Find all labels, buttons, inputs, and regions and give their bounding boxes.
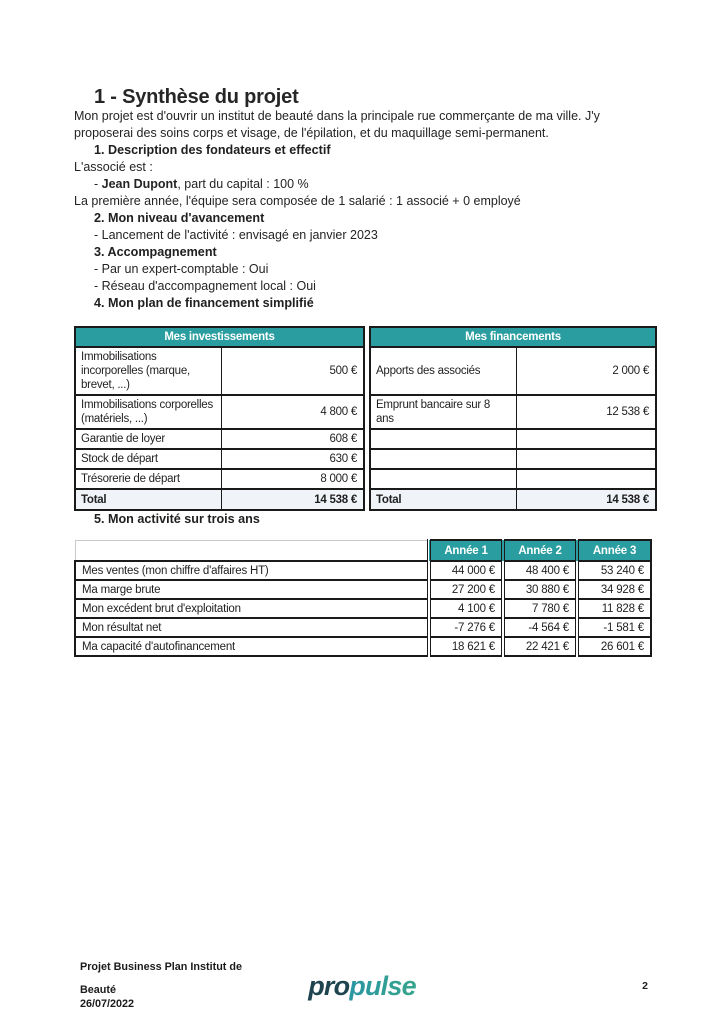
financing-label xyxy=(370,429,516,449)
accountant-bullet: - Par un expert-comptable : Oui xyxy=(94,262,269,276)
table-row xyxy=(370,395,656,429)
financing-label: Apports des associés xyxy=(370,347,516,395)
total-label: Total xyxy=(370,489,516,510)
investment-label: Immobilisations corporelles (matériels, ...) xyxy=(75,395,221,429)
activity-value-y1: 4 100 € xyxy=(429,599,503,618)
section-2-heading: 2. Mon niveau d'avancement xyxy=(94,211,265,225)
table-row xyxy=(75,395,364,429)
table-row xyxy=(75,618,651,637)
investment-value: 608 € xyxy=(221,429,364,449)
table-row xyxy=(75,637,651,656)
activity-blank-header xyxy=(75,540,429,561)
financing-value xyxy=(516,469,656,489)
page-title: 1 - Synthèse du projet xyxy=(94,86,299,108)
footer-date: 26/07/2022 xyxy=(80,998,135,1011)
investment-label: Trésorerie de départ xyxy=(75,469,221,489)
total-label: Total xyxy=(75,489,221,510)
page-number: 2 xyxy=(642,979,648,992)
year-header-annee-2: Année 2 xyxy=(503,540,577,561)
investment-value: 630 € xyxy=(221,449,364,469)
table-row xyxy=(370,429,656,449)
financements-header: Mes financements xyxy=(370,327,656,347)
activity-label: Mon résultat net xyxy=(75,618,429,637)
activity-table xyxy=(74,539,652,657)
financements-total-row xyxy=(370,489,656,510)
financing-label xyxy=(370,469,516,489)
activity-value-y2: 30 880 € xyxy=(503,580,577,599)
activity-value-y3: 11 828 € xyxy=(577,599,651,618)
activity-value-y3: 34 928 € xyxy=(577,580,651,599)
table-row xyxy=(75,599,651,618)
year-header-annee-3: Année 3 xyxy=(577,540,651,561)
partner-bullet-prefix: - xyxy=(94,177,102,191)
team-composition-line: La première année, l'équipe sera composée de 1 salarié : 1 associé + 0 employé xyxy=(74,194,521,208)
investment-label: Garantie de loyer xyxy=(75,429,221,449)
investments-total-row xyxy=(75,489,364,510)
local-network-bullet: - Réseau d'accompagnement local : Oui xyxy=(94,279,316,293)
activity-value-y2: -4 564 € xyxy=(503,618,577,637)
financements-table xyxy=(369,326,657,511)
activity-value-y1: -7 276 € xyxy=(429,618,503,637)
financing-label: Emprunt bancaire sur 8 ans xyxy=(370,395,516,429)
investment-label: Stock de départ xyxy=(75,449,221,469)
logo-text-pulse: pulse xyxy=(349,970,416,1001)
section-1-heading: 1. Description des fondateurs et effectif xyxy=(94,143,331,157)
page-footer xyxy=(74,960,650,1014)
total-value: 14 538 € xyxy=(516,489,656,510)
project-title-line2: Beauté xyxy=(80,983,117,996)
investments-table xyxy=(74,326,365,511)
activity-value-y3: -1 581 € xyxy=(577,618,651,637)
partner-bullet-rest: , part du capital : 100 % xyxy=(177,177,309,191)
activity-value-y1: 27 200 € xyxy=(429,580,503,599)
table-row xyxy=(370,449,656,469)
activity-value-y2: 22 421 € xyxy=(503,637,577,656)
footer-project-info xyxy=(80,960,242,1012)
table-row xyxy=(75,449,364,469)
table-row xyxy=(75,561,651,580)
activity-label: Ma capacité d'autofinancement xyxy=(75,637,429,656)
activity-value-y3: 53 240 € xyxy=(577,561,651,580)
section-5-heading: 5. Mon activité sur trois ans xyxy=(94,512,260,526)
launch-date-bullet: - Lancement de l'activité : envisagé en janvier 2023 xyxy=(94,228,378,242)
financing-value xyxy=(516,449,656,469)
investment-label: Immobilisations incorporelles (marque, brevet, ...) xyxy=(75,347,221,395)
total-value: 14 538 € xyxy=(221,489,364,510)
activity-label: Mes ventes (mon chiffre d'affaires HT) xyxy=(75,561,429,580)
activity-value-y1: 44 000 € xyxy=(429,561,503,580)
activity-header-row xyxy=(75,540,651,561)
partner-name: Jean Dupont xyxy=(101,177,178,191)
section-3-heading: 3. Accompagnement xyxy=(94,245,217,259)
investment-value: 4 800 € xyxy=(221,395,364,429)
propulse-logo xyxy=(308,971,416,1002)
investment-value: 8 000 € xyxy=(221,469,364,489)
intro-paragraph: Mon projet est d'ouvrir un institut de beauté dans la principale rue commerçante de ma ville. J'y proposerai des soins corps et visage, de l'épilation, et du maquillage semi-permanent. xyxy=(74,109,600,140)
activity-label: Mon excédent brut d'exploitation xyxy=(75,599,429,618)
financing-label xyxy=(370,449,516,469)
financing-value: 12 538 € xyxy=(516,395,656,429)
financing-value xyxy=(516,429,656,449)
project-title-line1: Projet Business Plan Institut de xyxy=(80,961,242,973)
table-row xyxy=(370,469,656,489)
activity-value-y3: 26 601 € xyxy=(577,637,651,656)
partner-bullet xyxy=(74,176,650,193)
associate-intro-line: L'associé est : xyxy=(74,160,153,174)
activity-value-y2: 7 780 € xyxy=(503,599,577,618)
table-row xyxy=(75,580,651,599)
table-row xyxy=(75,429,364,449)
activity-value-y2: 48 400 € xyxy=(503,561,577,580)
financing-value: 2 000 € xyxy=(516,347,656,395)
activity-label: Ma marge brute xyxy=(75,580,429,599)
section-4-heading: 4. Mon plan de financement simplifié xyxy=(94,296,314,310)
year-header-annee-1: Année 1 xyxy=(429,540,503,561)
table-row xyxy=(75,347,364,395)
financing-tables xyxy=(74,326,650,511)
table-row xyxy=(370,347,656,395)
investments-header: Mes investissements xyxy=(75,327,364,347)
table-row xyxy=(75,469,364,489)
activity-value-y1: 18 621 € xyxy=(429,637,503,656)
investment-value: 500 € xyxy=(221,347,364,395)
logo-text-pro: pro xyxy=(308,970,350,1001)
